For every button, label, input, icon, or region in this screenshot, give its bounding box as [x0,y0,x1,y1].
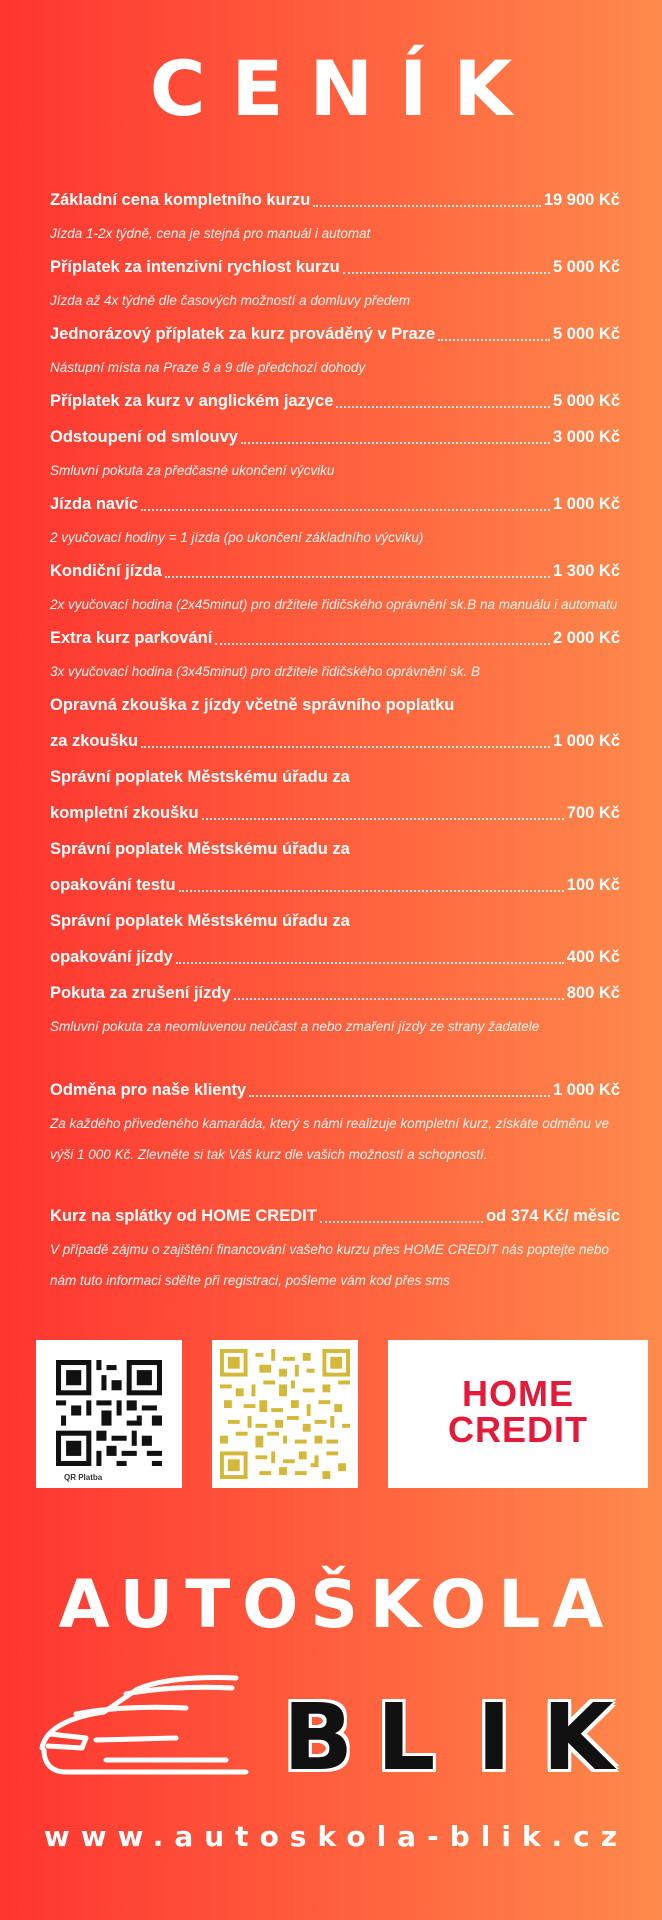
installment-price: od 374 Kč/ měsíc [486,1207,620,1225]
leader-dots [336,406,550,408]
price-row [50,316,620,352]
item-note: 2 vyučovací hodiny = 1 jízda (po ukončení základního výcviku) [50,530,424,545]
home-credit-logo [388,1340,648,1488]
price-row [50,723,620,759]
brand-letter: I [476,1684,512,1791]
installment-label: Kurz na splátky od HOME CREDIT [50,1207,317,1225]
leader-dots [234,998,564,1000]
item-price: 19 900 Kč [543,191,620,209]
item-note: Nástupní místa na Praze 8 a 9 dle předchozí dohody [50,360,366,375]
price-row [50,975,620,1011]
item-label: Jízda navíc [50,495,139,513]
qr-caption: QR Platba [64,1473,103,1482]
item-price: 1 300 Kč [553,562,620,580]
item-heading: Správní poplatek Městskému úřadu za [50,768,350,786]
leader-dots [438,339,550,341]
brand-letter: B [282,1684,354,1791]
item-label: opakování jízdy [50,948,173,966]
qr-code-icon [56,1360,162,1466]
item-price: 2 000 Kč [553,629,620,647]
item-note: Smluvní pokuta za neomluvenou neúčast a nebo zmaření jízdy ze strany žadatele [50,1019,540,1034]
price-row [50,383,620,419]
leader-dots [176,962,564,964]
item-price: 1 000 Kč [553,732,620,750]
item-label: kompletní zkoušku [50,804,199,822]
leader-dots [202,818,564,820]
leader-dots [165,576,550,578]
item-note: 3x vyučovací hodina (3x45minut) pro držitele řidičského oprávnění sk. B [50,664,480,679]
reward-note: Za každého přivedeného kamaráda, který s námi realizuje kompletní kurz, získáte odměnu ve výši 1 000 Kč. Zlevněte si tak Váš kurz dle vašich možností a schopností. [50,1116,610,1162]
page-title: CENÍK [149,44,539,133]
item-label: opakování testu [50,876,176,894]
item-price: 3 000 Kč [553,428,620,446]
item-heading: Správní poplatek Městskému úřadu za [50,912,350,930]
price-row [50,182,620,218]
leader-dots [249,1095,550,1097]
website-link[interactable]: www.autoskola-blik.cz [43,1820,629,1853]
item-note: Smluvní pokuta za předčasné ukončení výcviku [50,463,335,478]
home-credit-line-2: CREDIT [448,1409,588,1450]
home-credit-logo-text [388,1373,648,1450]
brand-letter: K [542,1684,614,1791]
item-price: 5 000 Kč [553,392,620,410]
price-row [50,939,620,975]
leader-dots [241,442,550,444]
installment-row [50,1198,620,1234]
price-row [50,249,620,285]
item-price: 1 000 Kč [553,495,620,513]
item-heading: Správní poplatek Městskému úřadu za [50,840,350,858]
price-list [50,182,620,1296]
qr-code-icon [220,1348,350,1480]
price-row [50,795,620,831]
item-label: Extra kurz parkování [50,629,213,647]
item-price: 5 000 Kč [553,325,620,343]
payment-images [36,1340,648,1488]
leader-dots [141,746,550,748]
item-label: Základní cena kompletního kurzu [50,191,311,209]
home-credit-line-1: HOME [462,1373,574,1414]
item-label: Jednorázový příplatek za kurz prováděný v Praze [50,325,436,343]
item-label: za zkoušku [50,732,139,750]
installment-note: V případě zájmu o zajištění financování vašeho kurzu přes HOME CREDIT nás poptejte nebo nám tuto informaci sdělte při registraci, pošleme vám kod přes sms [50,1242,610,1288]
car-outline-icon [36,1668,256,1788]
brand-title: AUTOŠKOLA [58,1566,616,1643]
price-row [50,419,620,455]
leader-dots [215,643,550,645]
item-price: 800 Kč [566,984,620,1002]
item-note: Jízda 1-2x týdně, cena je stejná pro manuál i automat [50,226,371,241]
item-label: Pokuta za zrušení jízdy [50,984,231,1002]
leader-dots [141,509,550,511]
price-row [50,486,620,522]
item-price: 400 Kč [566,948,620,966]
item-label: Kondiční jízda [50,562,162,580]
brand-logo [282,1684,622,1791]
item-label: Příplatek za intenzivní rychlost kurzu [50,258,340,276]
item-price: 5 000 Kč [553,258,620,276]
spacer [50,1042,620,1072]
brand-letter: L [376,1684,436,1791]
qr-code-card [212,1340,358,1488]
item-label: Příplatek za kurz v anglickém jazyce [50,392,334,410]
item-note: Jízda až 4x týdně dle časových možností a domluvy předem [50,293,411,308]
reward-row [50,1072,620,1108]
item-price: 100 Kč [566,876,620,894]
item-price: 700 Kč [566,804,620,822]
leader-dots [320,1221,483,1223]
spacer [50,1170,620,1198]
item-note: 2x vyučovací hodina (2x45minut) pro držitele řidičského oprávnění sk.B na manuálu i automatu [50,597,618,612]
item-heading: Opravná zkouška z jízdy včetně správního poplatku [50,696,455,714]
reward-label: Odměna pro naše klienty [50,1081,247,1099]
qr-payment-card [36,1340,182,1488]
leader-dots [343,272,550,274]
leader-dots [313,205,540,207]
item-label: Odstoupení od smlouvy [50,428,238,446]
leader-dots [179,890,564,892]
price-row [50,620,620,656]
reward-price: 1 000 Kč [553,1081,620,1099]
price-row [50,553,620,589]
price-row [50,867,620,903]
